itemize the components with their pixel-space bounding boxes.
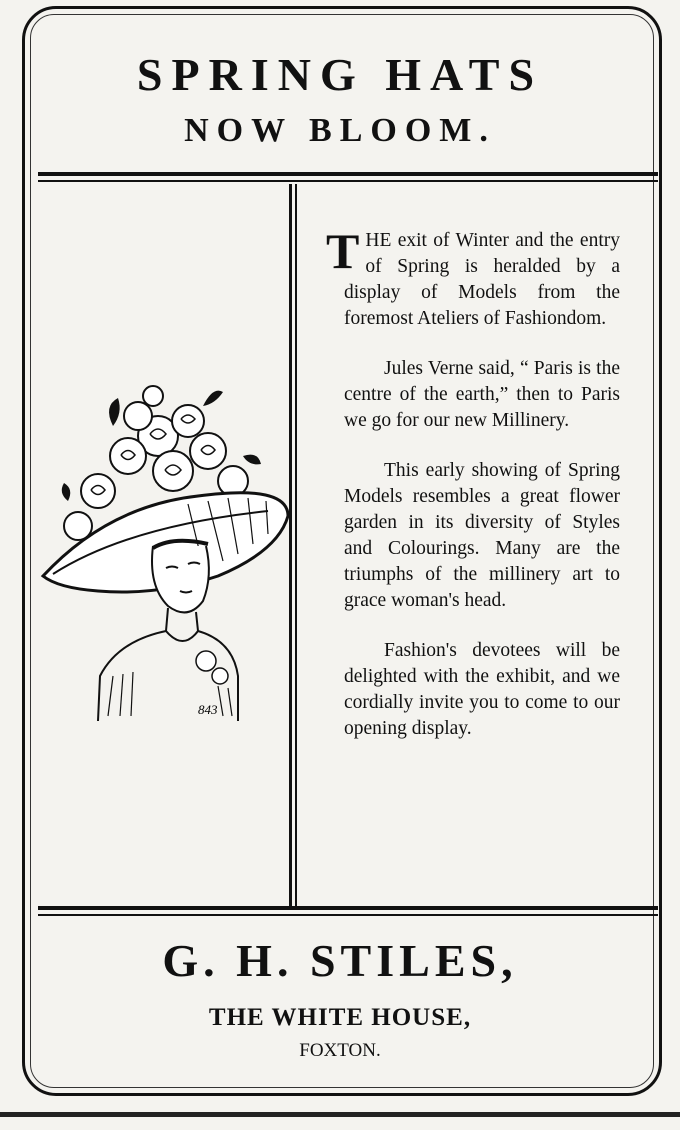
merchant-name: G. H. STILES, xyxy=(162,935,518,986)
bottom-rule-thin xyxy=(38,914,658,916)
store-name: THE WHITE HOUSE, xyxy=(208,1004,472,1031)
drop-cap: T xyxy=(326,223,360,279)
page-bottom-rule xyxy=(0,1112,680,1117)
headline-spring-hats: SPRING HATS xyxy=(136,49,544,100)
paragraph-2: Jules Verne said, “ Paris is the centre of the earth,” then to Paris we go for our new Millinery. xyxy=(344,358,620,431)
top-rule-thin xyxy=(38,180,658,182)
headline-now-bloom: NOW BLOOM. xyxy=(184,112,496,149)
woman-in-flowered-hat-icon xyxy=(38,376,298,726)
paragraph-3: This early showing of Spring Models resembles a great flower garden in its diversity of Styles and Colourings. Many are the triumphs of the millinery art to grace woman's head. xyxy=(344,460,620,611)
paragraph-4: Fashion's devotees will be delighted with the exhibit, and we cordially invite you to come to our opening display. xyxy=(344,640,620,739)
ad-body-copy xyxy=(326,223,620,766)
artist-mark: 843 xyxy=(198,702,218,717)
town-name: FOXTON. xyxy=(299,1040,381,1061)
top-rule-thick xyxy=(38,172,658,176)
paragraph-1: THE exit of Winter and the entry of Spring is heralded by a display of Models from the foremost Ateliers of Fashiondom. xyxy=(326,223,620,329)
bottom-rule-thick xyxy=(38,906,658,910)
